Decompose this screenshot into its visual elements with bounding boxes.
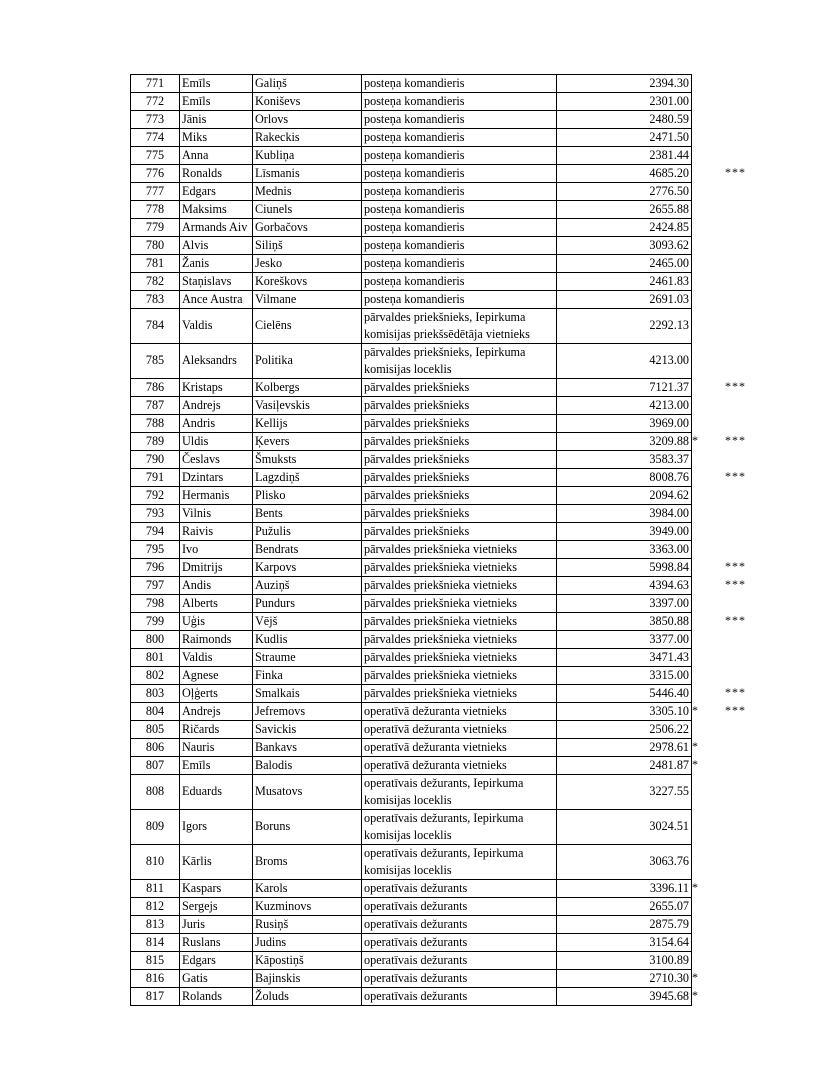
last-name-cell: Boruns [253, 810, 362, 845]
last-name-cell: Žoluds [253, 988, 362, 1006]
table-row [131, 667, 692, 685]
salary-cell: 2461.83 [557, 273, 692, 291]
salary-cell: 3100.89 [557, 952, 692, 970]
table-row [131, 111, 692, 129]
row-number-cell: 775 [131, 147, 180, 165]
last-name-cell: Musatovs [253, 775, 362, 810]
table-row [131, 775, 692, 810]
table-row [131, 703, 692, 721]
position-cell: pārvaldes priekšnieks [362, 451, 557, 469]
last-name-cell: Kāpostiņš [253, 952, 362, 970]
table-row [131, 309, 692, 344]
last-name-cell: Bendrats [253, 541, 362, 559]
first-name-cell: Andris [180, 415, 253, 433]
salary-cell: 3305.10 [557, 703, 692, 721]
position-cell: posteņa komandieris [362, 93, 557, 111]
first-name-cell: Maksims [180, 201, 253, 219]
salary-cell: 3209.88 [557, 433, 692, 451]
table-row [131, 934, 692, 952]
table-row [131, 397, 692, 415]
position-cell: operatīvā dežuranta vietnieks [362, 703, 557, 721]
last-name-cell: Rusiņš [253, 916, 362, 934]
row-number-cell: 779 [131, 219, 180, 237]
salary-cell: 2480.59 [557, 111, 692, 129]
first-name-cell: Eduards [180, 775, 253, 810]
salary-cell: 3984.00 [557, 505, 692, 523]
table-row [131, 219, 692, 237]
last-name-cell: Gorbačovs [253, 219, 362, 237]
salary-cell: 3063.76 [557, 845, 692, 880]
first-name-cell: Vilnis [180, 505, 253, 523]
position-cell: posteņa komandieris [362, 129, 557, 147]
row-number-cell: 771 [131, 75, 180, 93]
row-number-cell: 806 [131, 739, 180, 757]
table-row [131, 685, 692, 703]
triple-asterisk-mark: *** [725, 469, 746, 483]
table-row [131, 523, 692, 541]
position-cell: pārvaldes priekšnieka vietnieks [362, 631, 557, 649]
last-name-cell: Mednis [253, 183, 362, 201]
row-number-cell: 811 [131, 880, 180, 898]
last-name-cell: Šmuksts [253, 451, 362, 469]
last-name-cell: Broms [253, 845, 362, 880]
table-row [131, 613, 692, 631]
first-name-cell: Emīls [180, 757, 253, 775]
position-cell: pārvaldes priekšnieks, Iepirkuma komisijas loceklis [362, 344, 557, 379]
position-cell: pārvaldes priekšnieka vietnieks [362, 559, 557, 577]
first-name-cell: Juris [180, 916, 253, 934]
position-cell: operatīvais dežurants [362, 934, 557, 952]
first-name-cell: Agnese [180, 667, 253, 685]
position-cell: posteņa komandieris [362, 291, 557, 309]
row-number-cell: 774 [131, 129, 180, 147]
row-number-cell: 773 [131, 111, 180, 129]
first-name-cell: Česlavs [180, 451, 253, 469]
first-name-cell: Alvis [180, 237, 253, 255]
salary-cell: 3583.37 [557, 451, 692, 469]
salary-cell: 3471.43 [557, 649, 692, 667]
last-name-cell: Balodis [253, 757, 362, 775]
row-number-cell: 795 [131, 541, 180, 559]
first-name-cell: Valdis [180, 309, 253, 344]
first-name-cell: Nauris [180, 739, 253, 757]
position-cell: pārvaldes priekšnieks [362, 487, 557, 505]
position-cell: pārvaldes priekšnieks [362, 397, 557, 415]
last-name-cell: Smalkais [253, 685, 362, 703]
salary-cell: 3154.64 [557, 934, 692, 952]
position-cell: operatīvais dežurants [362, 970, 557, 988]
position-cell: operatīvā dežuranta vietnieks [362, 739, 557, 757]
position-cell: posteņa komandieris [362, 75, 557, 93]
first-name-cell: Dzintars [180, 469, 253, 487]
row-number-cell: 778 [131, 201, 180, 219]
triple-asterisk-mark: *** [725, 379, 746, 393]
salary-cell: 2424.85 [557, 219, 692, 237]
salary-cell: 3024.51 [557, 810, 692, 845]
position-cell: posteņa komandieris [362, 219, 557, 237]
table-row [131, 344, 692, 379]
table-row [131, 952, 692, 970]
first-name-cell: Raivis [180, 523, 253, 541]
salary-cell: 3945.68 [557, 988, 692, 1006]
first-name-cell: Rolands [180, 988, 253, 1006]
first-name-cell: Kristaps [180, 379, 253, 397]
position-cell: pārvaldes priekšnieka vietnieks [362, 595, 557, 613]
table-row [131, 541, 692, 559]
first-name-cell: Alberts [180, 595, 253, 613]
last-name-cell: Orlovs [253, 111, 362, 129]
salary-cell: 3315.00 [557, 667, 692, 685]
triple-asterisk-mark: *** [725, 613, 746, 627]
first-name-cell: Staņislavs [180, 273, 253, 291]
first-name-cell: Žanis [180, 255, 253, 273]
row-number-cell: 814 [131, 934, 180, 952]
salary-cell: 4213.00 [557, 344, 692, 379]
first-name-cell: Edgars [180, 183, 253, 201]
position-cell: pārvaldes priekšnieka vietnieks [362, 685, 557, 703]
asterisk-mark: * [692, 433, 698, 447]
last-name-cell: Pundurs [253, 595, 362, 613]
first-name-cell: Andrejs [180, 703, 253, 721]
position-cell: operatīvais dežurants [362, 898, 557, 916]
salary-cell: 3093.62 [557, 237, 692, 255]
first-name-cell: Ričards [180, 721, 253, 739]
salary-cell: 2094.62 [557, 487, 692, 505]
row-number-cell: 772 [131, 93, 180, 111]
last-name-cell: Siliņš [253, 237, 362, 255]
triple-asterisk-mark: *** [725, 685, 746, 699]
position-cell: operatīvais dežurants [362, 952, 557, 970]
triple-asterisk-mark: *** [725, 433, 746, 447]
salary-cell: 2710.30 [557, 970, 692, 988]
row-number-cell: 798 [131, 595, 180, 613]
row-number-cell: 783 [131, 291, 180, 309]
row-number-cell: 816 [131, 970, 180, 988]
first-name-cell: Dmitrijs [180, 559, 253, 577]
last-name-cell: Savickis [253, 721, 362, 739]
salary-cell: 2978.61 [557, 739, 692, 757]
first-name-cell: Igors [180, 810, 253, 845]
table-row [131, 255, 692, 273]
first-name-cell: Aleksandrs [180, 344, 253, 379]
last-name-cell: Karols [253, 880, 362, 898]
position-cell: pārvaldes priekšnieka vietnieks [362, 541, 557, 559]
last-name-cell: Koniševs [253, 93, 362, 111]
salary-cell: 3949.00 [557, 523, 692, 541]
position-cell: pārvaldes priekšnieks [362, 505, 557, 523]
last-name-cell: Vilmane [253, 291, 362, 309]
position-cell: pārvaldes priekšnieka vietnieks [362, 667, 557, 685]
last-name-cell: Kuzminovs [253, 898, 362, 916]
first-name-cell: Oļģerts [180, 685, 253, 703]
first-name-cell: Anna [180, 147, 253, 165]
salary-cell: 2776.50 [557, 183, 692, 201]
salary-cell: 4685.20 [557, 165, 692, 183]
position-cell: operatīvais dežurants, Iepirkuma komisijas loceklis [362, 845, 557, 880]
row-number-cell: 799 [131, 613, 180, 631]
salary-table [130, 74, 692, 1006]
row-number-cell: 784 [131, 309, 180, 344]
first-name-cell: Jānis [180, 111, 253, 129]
table-row [131, 469, 692, 487]
position-cell: pārvaldes priekšnieks [362, 469, 557, 487]
last-name-cell: Ķevers [253, 433, 362, 451]
first-name-cell: Emīls [180, 75, 253, 93]
row-number-cell: 789 [131, 433, 180, 451]
row-number-cell: 813 [131, 916, 180, 934]
position-cell: operatīvā dežuranta vietnieks [362, 757, 557, 775]
table-row [131, 649, 692, 667]
last-name-cell: Cielēns [253, 309, 362, 344]
triple-asterisk-mark: *** [725, 703, 746, 717]
row-number-cell: 800 [131, 631, 180, 649]
last-name-cell: Koreškovs [253, 273, 362, 291]
first-name-cell: Miks [180, 129, 253, 147]
salary-cell: 3363.00 [557, 541, 692, 559]
salary-cell: 2691.03 [557, 291, 692, 309]
row-number-cell: 782 [131, 273, 180, 291]
first-name-cell: Edgars [180, 952, 253, 970]
position-cell: posteņa komandieris [362, 255, 557, 273]
salary-cell: 3396.11 [557, 880, 692, 898]
table-row [131, 845, 692, 880]
first-name-cell: Emīls [180, 93, 253, 111]
first-name-cell: Ronalds [180, 165, 253, 183]
last-name-cell: Jesko [253, 255, 362, 273]
asterisk-mark: * [692, 703, 698, 717]
position-cell: posteņa komandieris [362, 111, 557, 129]
table-row [131, 291, 692, 309]
salary-cell: 2471.50 [557, 129, 692, 147]
first-name-cell: Kārlis [180, 845, 253, 880]
first-name-cell: Andrejs [180, 397, 253, 415]
last-name-cell: Finka [253, 667, 362, 685]
salary-cell: 3227.55 [557, 775, 692, 810]
first-name-cell: Armands Aiv [180, 219, 253, 237]
row-number-cell: 780 [131, 237, 180, 255]
position-cell: posteņa komandieris [362, 183, 557, 201]
table-row [131, 487, 692, 505]
first-name-cell: Ruslans [180, 934, 253, 952]
row-number-cell: 812 [131, 898, 180, 916]
row-number-cell: 786 [131, 379, 180, 397]
last-name-cell: Rakeckis [253, 129, 362, 147]
table-row [131, 147, 692, 165]
position-cell: operatīvā dežuranta vietnieks [362, 721, 557, 739]
first-name-cell: Uldis [180, 433, 253, 451]
last-name-cell: Plisko [253, 487, 362, 505]
row-number-cell: 785 [131, 344, 180, 379]
last-name-cell: Vējš [253, 613, 362, 631]
last-name-cell: Pužulis [253, 523, 362, 541]
table-row [131, 810, 692, 845]
salary-cell: 5446.40 [557, 685, 692, 703]
position-cell: operatīvais dežurants, Iepirkuma komisijas loceklis [362, 775, 557, 810]
position-cell: posteņa komandieris [362, 201, 557, 219]
row-number-cell: 809 [131, 810, 180, 845]
table-row [131, 970, 692, 988]
table-row [131, 379, 692, 397]
first-name-cell: Uģis [180, 613, 253, 631]
salary-cell: 7121.37 [557, 379, 692, 397]
last-name-cell: Judins [253, 934, 362, 952]
table-row [131, 898, 692, 916]
first-name-cell: Gatis [180, 970, 253, 988]
row-number-cell: 807 [131, 757, 180, 775]
asterisk-mark: * [692, 970, 698, 984]
last-name-cell: Lagzdiņš [253, 469, 362, 487]
row-number-cell: 781 [131, 255, 180, 273]
salary-cell: 2381.44 [557, 147, 692, 165]
last-name-cell: Kudlis [253, 631, 362, 649]
table-row [131, 880, 692, 898]
row-number-cell: 802 [131, 667, 180, 685]
position-cell: posteņa komandieris [362, 237, 557, 255]
asterisk-mark: * [692, 757, 698, 771]
table-row [131, 595, 692, 613]
position-cell: operatīvais dežurants [362, 880, 557, 898]
salary-cell: 3969.00 [557, 415, 692, 433]
first-name-cell: Sergejs [180, 898, 253, 916]
salary-cell: 3850.88 [557, 613, 692, 631]
position-cell: pārvaldes priekšnieks [362, 415, 557, 433]
row-number-cell: 792 [131, 487, 180, 505]
salary-cell: 3377.00 [557, 631, 692, 649]
asterisk-mark: * [692, 880, 698, 894]
row-number-cell: 803 [131, 685, 180, 703]
position-cell: pārvaldes priekšnieks [362, 523, 557, 541]
row-number-cell: 797 [131, 577, 180, 595]
row-number-cell: 796 [131, 559, 180, 577]
salary-cell: 2481.87 [557, 757, 692, 775]
position-cell: posteņa komandieris [362, 147, 557, 165]
position-cell: pārvaldes priekšnieka vietnieks [362, 649, 557, 667]
salary-cell: 2875.79 [557, 916, 692, 934]
last-name-cell: Jefremovs [253, 703, 362, 721]
table-row [131, 237, 692, 255]
row-number-cell: 777 [131, 183, 180, 201]
row-number-cell: 817 [131, 988, 180, 1006]
row-number-cell: 815 [131, 952, 180, 970]
position-cell: pārvaldes priekšnieks, Iepirkuma komisijas priekšsēdētāja vietnieks [362, 309, 557, 344]
table-row [131, 721, 692, 739]
row-number-cell: 788 [131, 415, 180, 433]
salary-cell: 8008.76 [557, 469, 692, 487]
row-number-cell: 787 [131, 397, 180, 415]
position-cell: pārvaldes priekšnieks [362, 433, 557, 451]
table-row [131, 451, 692, 469]
first-name-cell: Kaspars [180, 880, 253, 898]
last-name-cell: Kolbergs [253, 379, 362, 397]
salary-cell: 2394.30 [557, 75, 692, 93]
row-number-cell: 805 [131, 721, 180, 739]
last-name-cell: Ciunels [253, 201, 362, 219]
triple-asterisk-mark: *** [725, 577, 746, 591]
row-number-cell: 810 [131, 845, 180, 880]
last-name-cell: Bankavs [253, 739, 362, 757]
last-name-cell: Auziņš [253, 577, 362, 595]
table-row [131, 75, 692, 93]
salary-cell: 3397.00 [557, 595, 692, 613]
salary-cell: 2655.07 [557, 898, 692, 916]
last-name-cell: Politika [253, 344, 362, 379]
salary-cell: 2292.13 [557, 309, 692, 344]
table-row [131, 505, 692, 523]
first-name-cell: Valdis [180, 649, 253, 667]
table-row [131, 988, 692, 1006]
row-number-cell: 804 [131, 703, 180, 721]
row-number-cell: 794 [131, 523, 180, 541]
salary-cell: 2301.00 [557, 93, 692, 111]
first-name-cell: Hermanis [180, 487, 253, 505]
last-name-cell: Bents [253, 505, 362, 523]
last-name-cell: Karpovs [253, 559, 362, 577]
last-name-cell: Līsmanis [253, 165, 362, 183]
last-name-cell: Kellijs [253, 415, 362, 433]
last-name-cell: Bajinskis [253, 970, 362, 988]
table-row [131, 129, 692, 147]
position-cell: operatīvais dežurants [362, 988, 557, 1006]
salary-cell: 2655.88 [557, 201, 692, 219]
table-row [131, 916, 692, 934]
position-cell: pārvaldes priekšnieka vietnieks [362, 577, 557, 595]
position-cell: pārvaldes priekšnieks [362, 379, 557, 397]
table-row [131, 433, 692, 451]
table-row [131, 739, 692, 757]
triple-asterisk-mark: *** [725, 165, 746, 179]
triple-asterisk-mark: *** [725, 559, 746, 573]
last-name-cell: Straume [253, 649, 362, 667]
table-row [131, 757, 692, 775]
salary-cell: 4213.00 [557, 397, 692, 415]
table-row [131, 415, 692, 433]
position-cell: operatīvais dežurants [362, 916, 557, 934]
table-row [131, 165, 692, 183]
position-cell: posteņa komandieris [362, 165, 557, 183]
asterisk-mark: * [692, 739, 698, 753]
first-name-cell: Raimonds [180, 631, 253, 649]
last-name-cell: Galiņš [253, 75, 362, 93]
row-number-cell: 791 [131, 469, 180, 487]
row-number-cell: 776 [131, 165, 180, 183]
table-row [131, 201, 692, 219]
position-cell: posteņa komandieris [362, 273, 557, 291]
row-number-cell: 808 [131, 775, 180, 810]
first-name-cell: Andis [180, 577, 253, 595]
table-row [131, 631, 692, 649]
last-name-cell: Vasiļevskis [253, 397, 362, 415]
salary-cell: 4394.63 [557, 577, 692, 595]
table-row [131, 577, 692, 595]
row-number-cell: 801 [131, 649, 180, 667]
first-name-cell: Ivo [180, 541, 253, 559]
table-row [131, 183, 692, 201]
asterisk-mark: * [692, 988, 698, 1002]
position-cell: pārvaldes priekšnieka vietnieks [362, 613, 557, 631]
salary-cell: 5998.84 [557, 559, 692, 577]
table-row [131, 93, 692, 111]
last-name-cell: Kubliņa [253, 147, 362, 165]
salary-cell: 2506.22 [557, 721, 692, 739]
table-row [131, 559, 692, 577]
salary-cell: 2465.00 [557, 255, 692, 273]
table-row [131, 273, 692, 291]
position-cell: operatīvais dežurants, Iepirkuma komisijas loceklis [362, 810, 557, 845]
row-number-cell: 790 [131, 451, 180, 469]
row-number-cell: 793 [131, 505, 180, 523]
first-name-cell: Ance Austra [180, 291, 253, 309]
